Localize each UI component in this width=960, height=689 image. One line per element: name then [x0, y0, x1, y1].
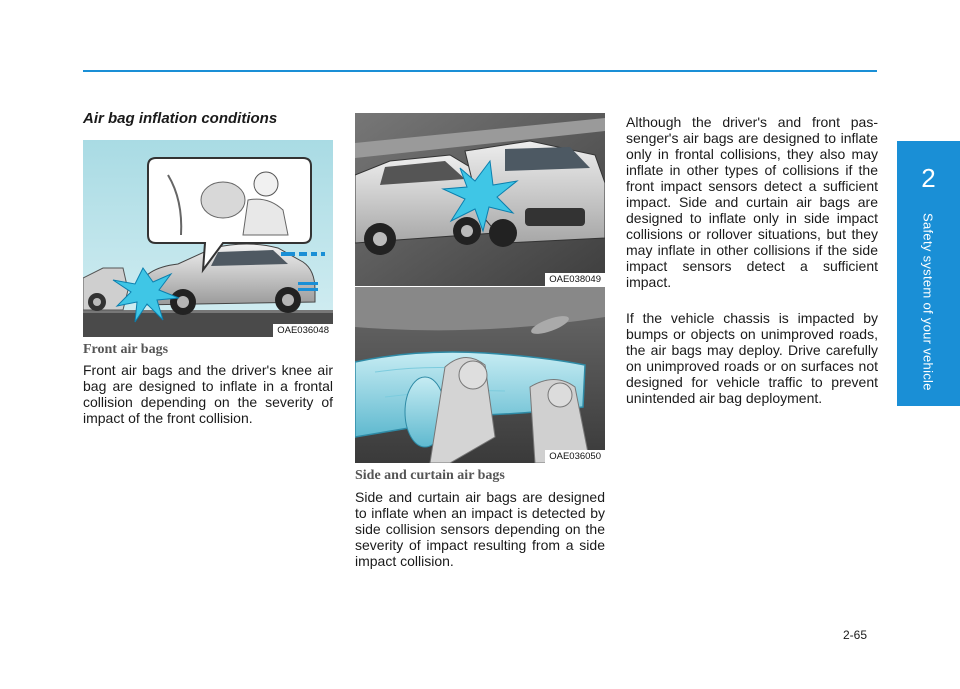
curtain-airbag-illustration [355, 287, 605, 463]
front-air-bags-heading: Front air bags [83, 342, 169, 357]
chapter-tab[interactable] [897, 141, 960, 406]
curtain-airbag-figure [355, 287, 605, 463]
figure-code-side-impact: OAE038049 [545, 273, 605, 286]
front-airbag-figure [83, 140, 333, 337]
right-column-paragraph-2: If the vehicle chassis is impacted by bumps or objects on unimproved roads, the air bags may deploy. Drive carefully on unimproved roads or on surfaces not designed for vehicle traffic to prevent unintended air bag deployment. [626, 310, 878, 406]
chapter-number: 2 [921, 163, 936, 193]
chapter-title: Safety system of your vehicle [920, 213, 936, 391]
side-impact-figure [355, 113, 605, 286]
figure-code-curtain: OAE036050 [545, 450, 605, 463]
front-air-bags-text: Front air bags and the driver's knee air bag are designed to inflate in a frontal collision depending on the severity of impact of the front collision. [83, 362, 333, 426]
header-rule [83, 70, 877, 72]
figure-code-front: OAE036048 [273, 324, 333, 337]
right-column-paragraph-1: Although the driver's and front passenger's air bags are designed to inflate only in frontal collisions, they also may inflate in other types of collisions if the front impact sensors detect a sufficient impact. Side and curtain air bags are designed to inflate only in side impact collisions or rollover situations, but they may inflate in other collisions if the side impact sensors detect a sufficient impact. [626, 114, 878, 290]
side-curtain-air-bags-text: Side and curtain air bags are designed to inflate when an impact is detected by side collision sensors depending on the severity of impact resulting from a side impact collision. [355, 489, 605, 569]
front-collision-illustration [83, 140, 333, 337]
side-curtain-air-bags-heading: Side and curtain air bags [355, 468, 505, 483]
page-number: 2-65 [843, 628, 868, 642]
side-impact-illustration [355, 113, 605, 286]
section-heading: Air bag inflation conditions [83, 110, 278, 127]
